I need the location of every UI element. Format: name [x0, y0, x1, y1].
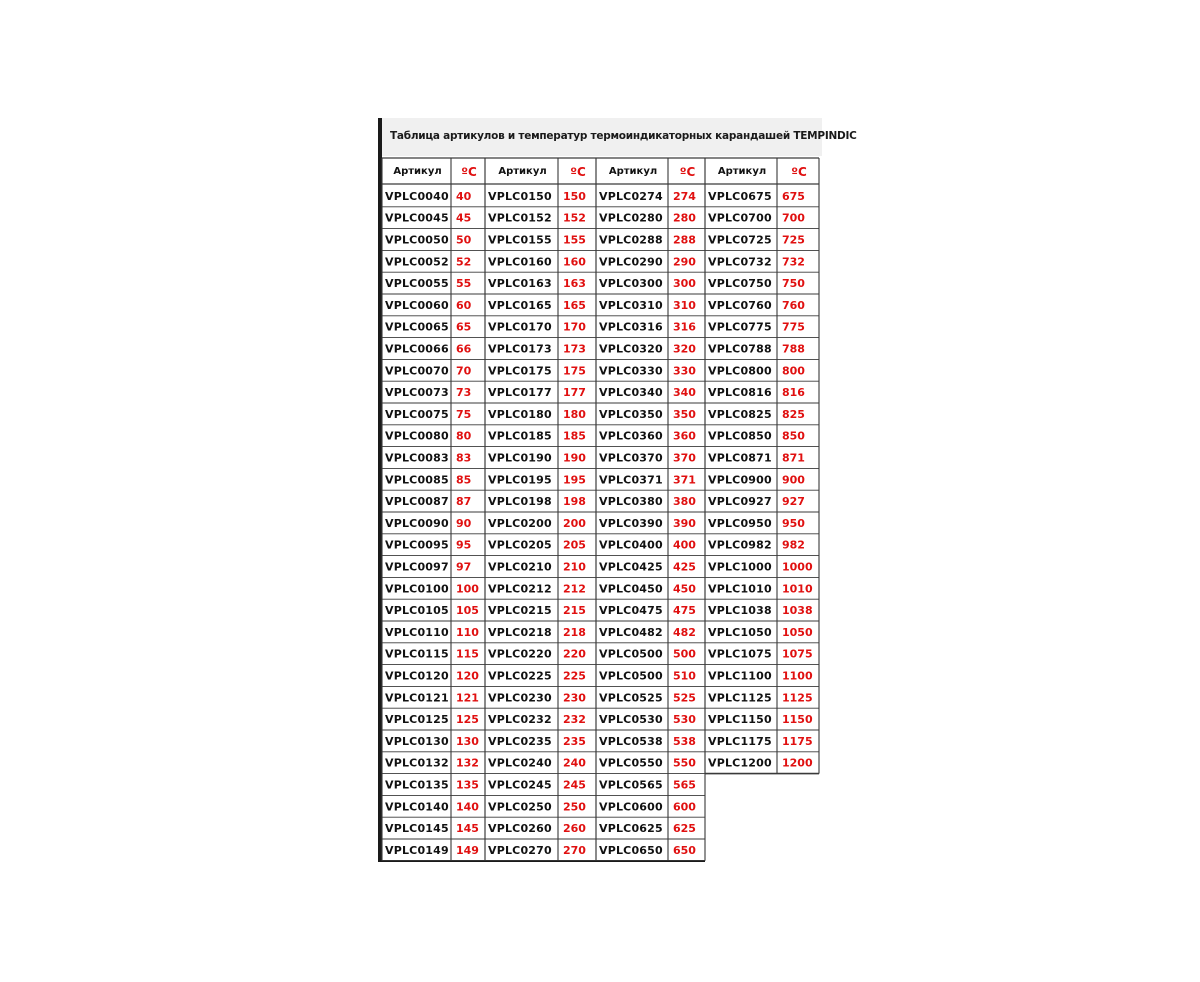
- article-code-cell: VPLC0125: [385, 713, 449, 727]
- temperature-cell: 425: [673, 560, 696, 574]
- article-code-cell: VPLC0198: [488, 495, 552, 509]
- temperature-cell: 400: [673, 538, 696, 552]
- temperature-cell: 550: [673, 756, 696, 770]
- article-code-cell: VPLC0350: [599, 407, 663, 421]
- temperature-cell: 100: [456, 582, 479, 596]
- table-title: Таблица артикулов и температур термоиндикаторных карандашей TEMPINDIC: [390, 130, 857, 142]
- article-code-cell: VPLC1038: [708, 604, 772, 618]
- temperature-cell: 205: [563, 538, 586, 552]
- temperature-cell: 1200: [782, 756, 813, 770]
- temperature-cell: 290: [673, 255, 696, 269]
- article-code-cell: VPLC0380: [599, 495, 663, 509]
- temperature-cell: 70: [456, 364, 472, 378]
- temperature-cell: 173: [563, 342, 586, 356]
- temperature-cell: 625: [673, 822, 696, 836]
- article-code-cell: VPLC0105: [385, 604, 449, 618]
- temperature-cell: 165: [563, 298, 586, 312]
- article-code-cell: VPLC0215: [488, 604, 552, 618]
- article-code-cell: VPLC0850: [708, 429, 772, 443]
- temperature-cell: 732: [782, 255, 805, 269]
- temperature-cell: 121: [456, 691, 479, 705]
- temperature-cell: 75: [456, 407, 472, 421]
- temperature-cell: 530: [673, 713, 696, 727]
- article-code-cell: VPLC0450: [599, 582, 663, 596]
- article-code-cell: VPLC0083: [385, 451, 449, 465]
- temperature-cell: 525: [673, 691, 696, 705]
- temperature-cell: 200: [563, 516, 586, 530]
- temperature-cell: 1125: [782, 691, 813, 705]
- article-code-cell: VPLC0750: [708, 277, 772, 291]
- temperature-cell: 320: [673, 342, 696, 356]
- temperature-cell: 235: [563, 734, 586, 748]
- article-code-cell: VPLC0110: [385, 625, 449, 639]
- article-code-cell: VPLC0080: [385, 429, 449, 443]
- article-code-cell: VPLC0220: [488, 647, 552, 661]
- article-code-cell: VPLC0250: [488, 800, 552, 814]
- article-code-cell: VPLC0800: [708, 364, 772, 378]
- article-code-cell: VPLC0115: [385, 647, 449, 661]
- article-code-cell: VPLC0370: [599, 451, 663, 465]
- temperature-cell: 95: [456, 538, 472, 552]
- temperature-cell: 80: [456, 429, 472, 443]
- article-code-cell: VPLC0060: [385, 298, 449, 312]
- article-code-cell: VPLC0760: [708, 298, 772, 312]
- article-code-cell: VPLC0475: [599, 604, 663, 618]
- article-code-cell: VPLC1125: [708, 691, 772, 705]
- temperature-cell: 135: [456, 778, 479, 792]
- temperature-cell: 700: [782, 211, 805, 225]
- article-code-cell: VPLC0040: [385, 189, 449, 203]
- article-code-cell: VPLC0245: [488, 778, 552, 792]
- temperature-cell: 195: [563, 473, 586, 487]
- article-code-cell: VPLC0175: [488, 364, 552, 378]
- article-code-cell: VPLC0482: [599, 625, 663, 639]
- temperature-table-document: [378, 118, 857, 862]
- article-code-cell: VPLC0500: [599, 647, 663, 661]
- temperature-cell: 1150: [782, 713, 813, 727]
- temperature-cell: 330: [673, 364, 696, 378]
- temperature-cell: 150: [563, 189, 586, 203]
- temperature-cell: 85: [456, 473, 472, 487]
- temperature-cell: 280: [673, 211, 696, 225]
- article-code-cell: VPLC0675: [708, 189, 772, 203]
- temperature-cell: 185: [563, 429, 586, 443]
- article-code-cell: VPLC0145: [385, 822, 449, 836]
- article-code-cell: VPLC0725: [708, 233, 772, 247]
- temperature-cell: 210: [563, 560, 586, 574]
- article-code-cell: VPLC0130: [385, 734, 449, 748]
- article-code-cell: VPLC0120: [385, 669, 449, 683]
- article-code-cell: VPLC0500: [599, 669, 663, 683]
- temperature-cell: 1000: [782, 560, 813, 574]
- article-code-cell: VPLC0425: [599, 560, 663, 574]
- article-code-cell: VPLC0871: [708, 451, 772, 465]
- temperature-cell: 177: [563, 386, 586, 400]
- article-code-cell: VPLC1050: [708, 625, 772, 639]
- header-unit-label: ºC: [461, 165, 477, 179]
- temperature-cell: 190: [563, 451, 586, 465]
- article-code-cell: VPLC0087: [385, 495, 449, 509]
- temperature-cell: 55: [456, 277, 472, 291]
- temperature-cell: 300: [673, 277, 696, 291]
- header-article-label: Артикул: [393, 166, 442, 177]
- temperature-cell: 66: [456, 342, 472, 356]
- article-code-cell: VPLC0160: [488, 255, 552, 269]
- article-code-cell: VPLC0135: [385, 778, 449, 792]
- article-code-cell: VPLC0280: [599, 211, 663, 225]
- article-code-cell: VPLC0121: [385, 691, 449, 705]
- temperature-cell: 927: [782, 495, 805, 509]
- temperature-cell: 390: [673, 516, 696, 530]
- article-code-cell: VPLC0200: [488, 516, 552, 530]
- article-code-cell: VPLC0530: [599, 713, 663, 727]
- temperature-cell: 675: [782, 189, 805, 203]
- temperature-cell: 288: [673, 233, 696, 247]
- article-code-cell: VPLC1010: [708, 582, 772, 596]
- article-code-cell: VPLC0155: [488, 233, 552, 247]
- temperature-cell: 475: [673, 604, 696, 618]
- header-unit-label: ºC: [570, 165, 586, 179]
- temperature-cell: 1075: [782, 647, 813, 661]
- article-code-cell: VPLC0055: [385, 277, 449, 291]
- article-code-cell: VPLC0070: [385, 364, 449, 378]
- article-code-cell: VPLC0235: [488, 734, 552, 748]
- temperature-cell: 650: [673, 843, 696, 857]
- temperature-cell: 40: [456, 189, 472, 203]
- article-code-cell: VPLC0052: [385, 255, 449, 269]
- article-code-cell: VPLC0927: [708, 495, 772, 509]
- header-article-label: Артикул: [498, 166, 547, 177]
- temperature-cell: 170: [563, 320, 586, 334]
- article-code-cell: VPLC0190: [488, 451, 552, 465]
- article-code-cell: VPLC0360: [599, 429, 663, 443]
- temperature-cell: 152: [563, 211, 586, 225]
- header-unit-label: ºC: [679, 165, 696, 179]
- article-code-cell: VPLC0205: [488, 538, 552, 552]
- article-code-cell: VPLC0700: [708, 211, 772, 225]
- article-code-cell: VPLC0095: [385, 538, 449, 552]
- article-code-cell: VPLC0185: [488, 429, 552, 443]
- article-code-cell: VPLC0274: [599, 189, 663, 203]
- article-code-cell: VPLC0290: [599, 255, 663, 269]
- article-code-cell: VPLC0066: [385, 342, 449, 356]
- temperature-cell: 380: [673, 495, 696, 509]
- temperature-cell: 482: [673, 625, 696, 639]
- article-code-cell: VPLC0600: [599, 800, 663, 814]
- temperature-cell: 350: [673, 407, 696, 421]
- temperature-cell: 175: [563, 364, 586, 378]
- article-code-cell: VPLC0132: [385, 756, 449, 770]
- article-code-cell: VPLC0232: [488, 713, 552, 727]
- temperature-cell: 500: [673, 647, 696, 661]
- temperature-cell: 73: [456, 386, 472, 400]
- temperature-cell: 215: [563, 604, 586, 618]
- article-code-cell: VPLC0152: [488, 211, 552, 225]
- temperature-cell: 900: [782, 473, 805, 487]
- temperature-cell: 760: [782, 298, 805, 312]
- article-code-cell: VPLC0400: [599, 538, 663, 552]
- temperature-cell: 52: [456, 255, 472, 269]
- article-code-cell: VPLC0330: [599, 364, 663, 378]
- article-code-cell: VPLC1100: [708, 669, 772, 683]
- article-code-cell: VPLC0260: [488, 822, 552, 836]
- article-code-cell: VPLC0149: [385, 843, 449, 857]
- temperature-cell: 50: [456, 233, 472, 247]
- article-code-cell: VPLC0170: [488, 320, 552, 334]
- article-code-cell: VPLC0180: [488, 407, 552, 421]
- article-code-cell: VPLC0165: [488, 298, 552, 312]
- article-code-cell: VPLC0538: [599, 734, 663, 748]
- temperature-cell: 788: [782, 342, 805, 356]
- article-code-cell: VPLC0218: [488, 625, 552, 639]
- article-code-cell: VPLC0065: [385, 320, 449, 334]
- article-code-cell: VPLC0316: [599, 320, 663, 334]
- article-code-cell: VPLC0050: [385, 233, 449, 247]
- article-code-cell: VPLC1075: [708, 647, 772, 661]
- article-code-cell: VPLC0177: [488, 386, 552, 400]
- article-code-cell: VPLC0650: [599, 843, 663, 857]
- article-code-cell: VPLC0210: [488, 560, 552, 574]
- article-code-cell: VPLC0270: [488, 843, 552, 857]
- article-code-cell: VPLC0075: [385, 407, 449, 421]
- temperature-cell: 155: [563, 233, 586, 247]
- article-code-cell: VPLC1175: [708, 734, 772, 748]
- temperature-cell: 105: [456, 604, 479, 618]
- temperature-cell: 950: [782, 516, 805, 530]
- temperature-cell: 149: [456, 843, 479, 857]
- article-code-cell: VPLC0288: [599, 233, 663, 247]
- temperature-cell: 220: [563, 647, 586, 661]
- temperature-cell: 310: [673, 298, 696, 312]
- temperature-cell: 450: [673, 582, 696, 596]
- temperature-cell: 240: [563, 756, 586, 770]
- temperature-cell: 750: [782, 277, 805, 291]
- article-code-cell: VPLC0195: [488, 473, 552, 487]
- temperature-cell: 316: [673, 320, 696, 334]
- temperature-cell: 1100: [782, 669, 813, 683]
- temperature-cell: 83: [456, 451, 472, 465]
- article-code-cell: VPLC0775: [708, 320, 772, 334]
- article-code-cell: VPLC1150: [708, 713, 772, 727]
- article-code-cell: VPLC0310: [599, 298, 663, 312]
- article-code-cell: VPLC0950: [708, 516, 772, 530]
- article-code-cell: VPLC0788: [708, 342, 772, 356]
- temperature-cell: 816: [782, 386, 805, 400]
- temperature-cell: 97: [456, 560, 472, 574]
- article-code-cell: VPLC0525: [599, 691, 663, 705]
- article-code-cell: VPLC0340: [599, 386, 663, 400]
- temperature-cell: 90: [456, 516, 472, 530]
- article-code-cell: VPLC0100: [385, 582, 449, 596]
- article-code-cell: VPLC0982: [708, 538, 772, 552]
- temperature-cell: 538: [673, 734, 696, 748]
- article-code-cell: VPLC0073: [385, 386, 449, 400]
- temperature-cell: 370: [673, 451, 696, 465]
- temperature-cell: 775: [782, 320, 805, 334]
- article-code-cell: VPLC0163: [488, 277, 552, 291]
- temperature-cell: 125: [456, 713, 479, 727]
- temperature-cell: 120: [456, 669, 479, 683]
- temperature-cell: 850: [782, 429, 805, 443]
- article-code-cell: VPLC0090: [385, 516, 449, 530]
- temperature-cell: 230: [563, 691, 586, 705]
- header-unit-label: ºC: [791, 165, 807, 179]
- temperature-cell: 163: [563, 277, 586, 291]
- article-code-cell: VPLC0085: [385, 473, 449, 487]
- temperature-cell: 260: [563, 822, 586, 836]
- article-code-cell: VPLC0140: [385, 800, 449, 814]
- temperature-cell: 371: [673, 473, 696, 487]
- article-code-cell: VPLC0550: [599, 756, 663, 770]
- temperature-cell: 218: [563, 625, 586, 639]
- temperature-cell: 160: [563, 255, 586, 269]
- article-code-cell: VPLC0300: [599, 277, 663, 291]
- temperature-cell: 225: [563, 669, 586, 683]
- temperature-cell: 212: [563, 582, 586, 596]
- article-code-cell: VPLC0230: [488, 691, 552, 705]
- temperature-cell: 600: [673, 800, 696, 814]
- article-code-cell: VPLC0212: [488, 582, 552, 596]
- header-article-label: Артикул: [608, 166, 658, 177]
- temperature-cell: 274: [673, 189, 696, 203]
- article-code-cell: VPLC0900: [708, 473, 772, 487]
- temperature-cell: 140: [456, 800, 479, 814]
- temperature-cell: 60: [456, 298, 472, 312]
- article-code-cell: VPLC0097: [385, 560, 449, 574]
- temperature-cell: 800: [782, 364, 805, 378]
- temperature-cell: 725: [782, 233, 805, 247]
- article-code-cell: VPLC1000: [708, 560, 772, 574]
- article-code-cell: VPLC0320: [599, 342, 663, 356]
- temperature-cell: 825: [782, 407, 805, 421]
- temperature-cell: 1038: [782, 604, 813, 618]
- temperature-cell: 510: [673, 669, 696, 683]
- temperature-cell: 45: [456, 211, 472, 225]
- temperature-cell: 1010: [782, 582, 813, 596]
- article-code-cell: VPLC1200: [708, 756, 772, 770]
- article-code-cell: VPLC0825: [708, 407, 772, 421]
- article-code-cell: VPLC0225: [488, 669, 552, 683]
- temperature-cell: 245: [563, 778, 586, 792]
- temperature-cell: 115: [456, 647, 479, 661]
- temperature-cell: 1050: [782, 625, 813, 639]
- temperature-cell: 110: [456, 625, 479, 639]
- temperature-cell: 871: [782, 451, 805, 465]
- article-code-cell: VPLC0173: [488, 342, 552, 356]
- article-code-cell: VPLC0371: [599, 473, 663, 487]
- temperature-cell: 145: [456, 822, 479, 836]
- article-code-cell: VPLC0625: [599, 822, 663, 836]
- header-article-label: Артикул: [717, 166, 767, 177]
- article-temperature-table: [378, 118, 822, 862]
- temperature-cell: 132: [456, 756, 479, 770]
- article-code-cell: VPLC0816: [708, 386, 772, 400]
- article-code-cell: VPLC0390: [599, 516, 663, 530]
- temperature-cell: 340: [673, 386, 696, 400]
- temperature-cell: 130: [456, 734, 479, 748]
- temperature-cell: 1175: [782, 734, 813, 748]
- temperature-cell: 360: [673, 429, 696, 443]
- temperature-cell: 232: [563, 713, 586, 727]
- article-code-cell: VPLC0565: [599, 778, 663, 792]
- article-code-cell: VPLC0240: [488, 756, 552, 770]
- temperature-cell: 87: [456, 495, 472, 509]
- article-code-cell: VPLC0045: [385, 211, 449, 225]
- temperature-cell: 270: [563, 843, 586, 857]
- temperature-cell: 180: [563, 407, 586, 421]
- temperature-cell: 565: [673, 778, 696, 792]
- article-code-cell: VPLC0150: [488, 189, 552, 203]
- temperature-cell: 198: [563, 495, 586, 509]
- article-code-cell: VPLC0732: [708, 255, 772, 269]
- temperature-cell: 65: [456, 320, 472, 334]
- temperature-cell: 250: [563, 800, 586, 814]
- temperature-cell: 982: [782, 538, 805, 552]
